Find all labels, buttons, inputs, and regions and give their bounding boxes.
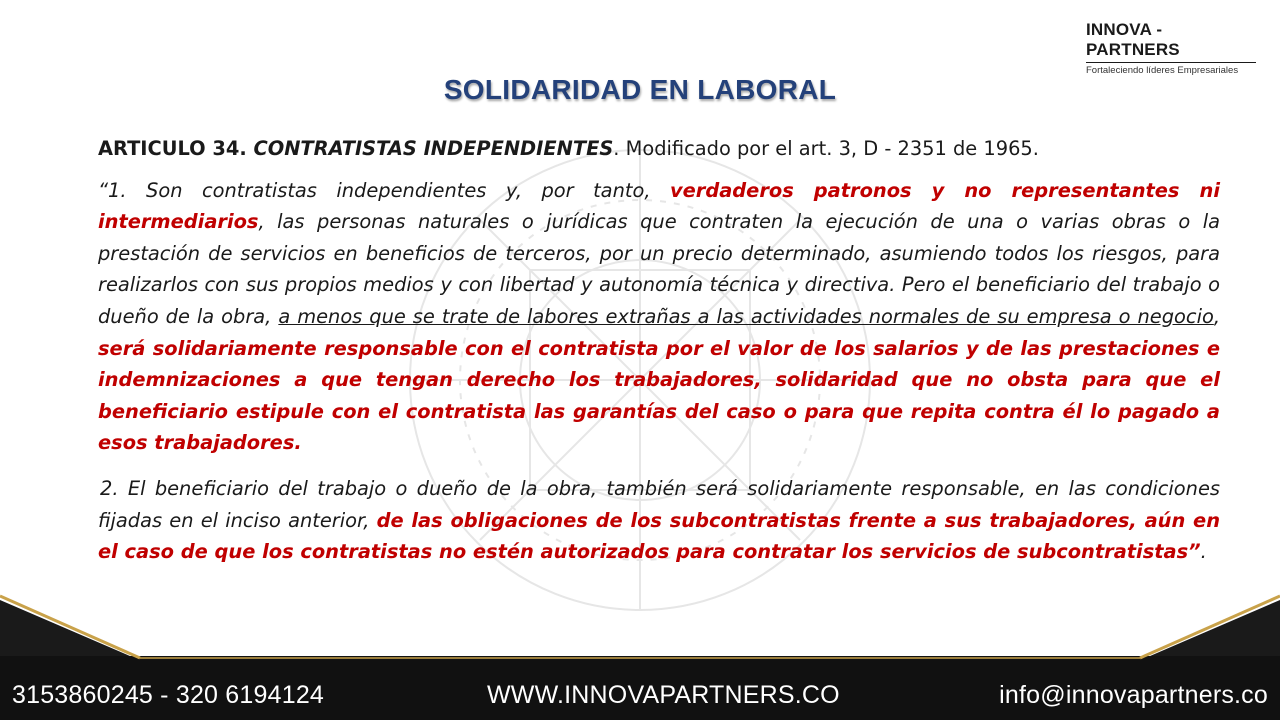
article-number: ARTICULO 34.	[98, 137, 254, 160]
slide-title: SOLIDARIDAD EN LABORAL	[443, 74, 837, 105]
p1-text-a: “1. Son contratistas independientes y, por tanto,	[98, 178, 670, 202]
p2-highlight: de las obligaciones de los subcontratistas frente a sus trabajadores, aún en el caso de que los contratistas no estén autorizados para contratar los servicios de subcontratistas”	[98, 508, 1220, 564]
p1-highlight-2: será solidariamente responsable con el contratista por el valor de los salarios y de las prestaciones e indemnizaciones a que tengan derecho los trabajadores, solidaridad que no obsta para que el beneficiario estipule con el contratista las garantías del caso o para que repita contra él lo pagado a esos trabajadores.	[98, 336, 1220, 455]
article-body	[98, 133, 1220, 582]
p1-underlined: a menos que se trate de labores extrañas a las actividades normales de su empresa o negocio	[278, 304, 1214, 328]
article-title: CONTRATISTAS INDEPENDIENTES	[253, 137, 614, 160]
paragraph-1	[98, 175, 1220, 459]
footer-phone: 3153860245 - 320 6194124	[12, 681, 325, 709]
p2-text-a: 2. El beneficiario del trabajo o dueño de la obra, también será solidariamente responsable, en las condiciones fijadas en el inciso anterior,	[98, 476, 1220, 532]
p1-text-b: , las personas naturales o jurídicas que contraten la ejecución de una o varias obras o la prestación de servicios en beneficios de terceros, por un precio determinado, asumiendo todos los riesgos, para realizarlos con sus propios medios y con libertad y autonomía técnica y directiva. Pero el beneficiario del trabajo o dueño de la obra,	[98, 210, 1220, 328]
p1-text-c: ,	[1213, 304, 1220, 328]
logo-name: INNOVA - PARTNERS	[1086, 20, 1180, 59]
footer-website-link[interactable]: WWW.INNOVAPARTNERS.CO	[487, 681, 840, 709]
logo-tagline: Fortaleciendo líderes Empresariales	[1086, 62, 1256, 76]
article-heading	[98, 133, 1220, 165]
p1-highlight-1: verdaderos patronos y no representantes ni intermediarios	[98, 178, 1220, 234]
company-logo	[1086, 20, 1256, 76]
paragraph-2	[98, 473, 1220, 568]
article-modification: . Modificado por el art. 3, D - 2351 de 1965.	[613, 137, 1039, 160]
footer-email-link[interactable]: info@innovapartners.co	[999, 681, 1268, 709]
p2-end: .	[1200, 540, 1207, 564]
